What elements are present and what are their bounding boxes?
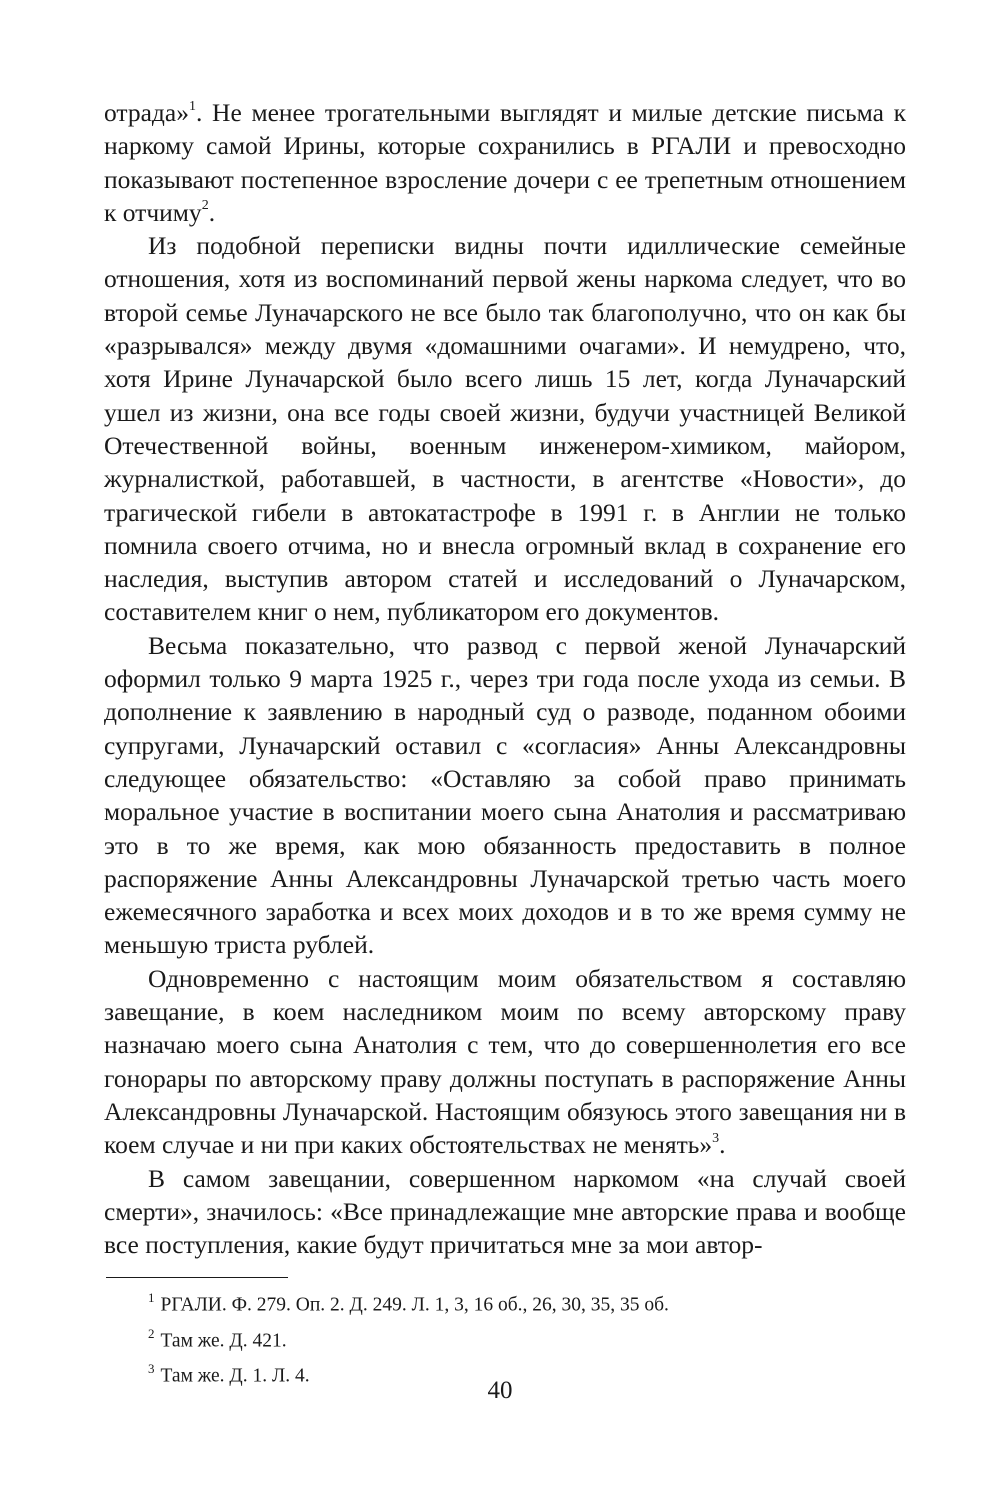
paragraph-3 [104,629,906,962]
paragraph-text: . [208,197,216,227]
paragraph-text: Весьма показательно, что развод с первой женой Луначарский оформил только 9 марта 1925 г., через три года после ухода из семьи. В дополнение к заявлению в народный суд о разводе, поданном обоими супругами, Луначарский оставил с «согласия» Анны Александровны следующее обязательство: «Оставляю за собой право принимать моральное участие в воспитании моего сына Анатолия и рассматриваю это в то же время, как мою обязанность предоставить в полное распоряжение Анны Александровны Луначарской третью часть моего ежемесячного заработка и всех моих доходов и в то же время сумму не меньшую триста рублей. [104,630,906,960]
footnote-ref-2[interactable]: 2 [201,198,209,214]
footnote-ref-1[interactable]: 1 [188,98,196,114]
body-text [104,96,906,1261]
footnote-number: 1 [148,1290,155,1305]
paragraph-text: отрада» [104,98,189,127]
paragraph-text: В самом завещании, совершенном наркомом «на случай своей смерти», значилось: «Все принадлежащие мне авторские права и вообще все поступления, какие будут причитаться мне за мои автор- [104,1163,906,1260]
paragraph-5 [104,1162,906,1262]
footnote-number: 3 [148,1361,155,1376]
footnote-text: Там же. Д. 421. [160,1330,287,1351]
footnote-divider [106,1277,288,1278]
paragraph-text: Одновременно с настоящим моим обязательством я составляю завещание, в коем наследником моим по всему авторскому праву назначаю моего сына Анатолия с тем, что до совершеннолетия его все гонорары по авторскому праву должны поступать в распоряжение Анны Александровны Луначарской. Настоящим обязуюсь этого завещания ни в коем случае и ни при каких обстоятельствах не менять» [104,963,906,1160]
paragraph-text: . Не менее трогательными выглядят и милые детские письма к наркому самой Ирины, которые сохранились в РГАЛИ и превосходно показывают постепенное взросление дочери с ее трепетным отношением к отчиму [104,98,906,227]
footnote-text: Там же. Д. 1. Л. 4. [160,1365,310,1387]
footnote-text: РГАЛИ. Ф. 279. Оп. 2. Д. 249. Л. 1, 3, 16 об., 26, 30, 35, 35 об. [160,1294,669,1316]
paragraph-text: . [719,1130,726,1160]
paragraph-2 [104,229,906,629]
footnote-2 [148,1320,908,1356]
footnote-1 [148,1284,908,1320]
paragraph-4 [104,962,906,1162]
paragraph-text: Из подобной переписки видны почти идиллические семейные отношения, хотя из воспоминаний первой жены наркома следует, что во второй семье Луначарского не все было так благополучно, что он как бы «разрывался» между двумя «домашними очагами». И немудрено, что, хотя Ирине Луначарской было всего лишь 15 лет, когда Луначарский ушел из жизни, она все годы своей жизни, будучи участницей Великой Отечественной войны, военным инженером-химиком, майором, журналисткой, работавшей, в частности, в агентстве «Новости», до трагической гибели в автокатастрофе в 1991 г. в Англии не только помнила своего отчима, но и внесла огромный вклад в сохранение его наследия, выступив автором статей и исследований о Луначарском, составителем книг о нем, публикатором его документов. [104,231,906,627]
footnotes [148,1284,908,1391]
page-number: 40 [487,1377,513,1404]
footnote-ref-3[interactable]: 3 [712,1130,720,1146]
paragraph-1 [104,96,906,229]
footnote-number: 2 [148,1325,155,1341]
